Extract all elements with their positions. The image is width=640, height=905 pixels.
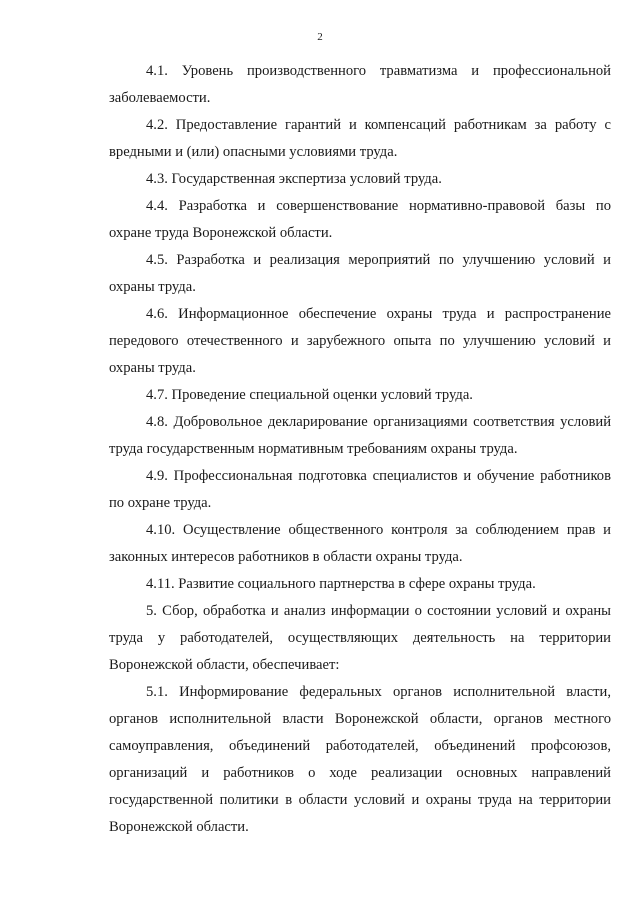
- paragraph-4-2: 4.2. Предоставление гарантий и компенсаций работникам за работу с вредными и (или) опасными условиями труда.: [109, 117, 611, 160]
- paragraph-4-8: 4.8. Добровольное декларирование организациями соответствия условий труда государственным нормативным требованиям охраны труда.: [109, 414, 611, 457]
- paragraph-4-11: 4.11. Развитие социального партнерства в сфере охраны труда.: [146, 576, 536, 592]
- paragraph-5: 5. Сбор, обработка и анализ информации о состоянии условий и охраны труда у работодателей, осуществляющих деятельность на территории Воронежской области, обеспечивает:: [109, 603, 611, 673]
- paragraph-4-6: 4.6. Информационное обеспечение охраны труда и распространение передового отечественного и зарубежного опыта по улучшению условий и охраны труда.: [109, 306, 611, 376]
- paragraph-4-7: 4.7. Проведение специальной оценки условий труда.: [146, 387, 473, 403]
- paragraph-4-1: 4.1. Уровень производственного травматизма и профессиональной заболеваемости.: [109, 63, 611, 106]
- paragraph-4-3: 4.3. Государственная экспертиза условий труда.: [146, 171, 442, 187]
- paragraph-4-9: 4.9. Профессиональная подготовка специалистов и обучение работников по охране труда.: [109, 468, 611, 511]
- document-body: [109, 58, 611, 841]
- page-number: 2: [317, 31, 323, 43]
- paragraph-4-10: 4.10. Осуществление общественного контроля за соблюдением прав и законных интересов работников в области охраны труда.: [109, 522, 611, 565]
- paragraph-4-4: 4.4. Разработка и совершенствование нормативно-правовой базы по охране труда Воронежской области.: [109, 198, 611, 241]
- paragraph-5-1: 5.1. Информирование федеральных органов исполнительной власти, органов исполнительной власти Воронежской области, органов местного самоуправления, объединений работодателей, объединений профсоюзов, организаций и работников о ходе реализации основных направлений государственной политики в области условий и охраны труда на территории Воронежской области.: [109, 684, 611, 835]
- paragraph-4-5: 4.5. Разработка и реализация мероприятий по улучшению условий и охраны труда.: [109, 252, 611, 295]
